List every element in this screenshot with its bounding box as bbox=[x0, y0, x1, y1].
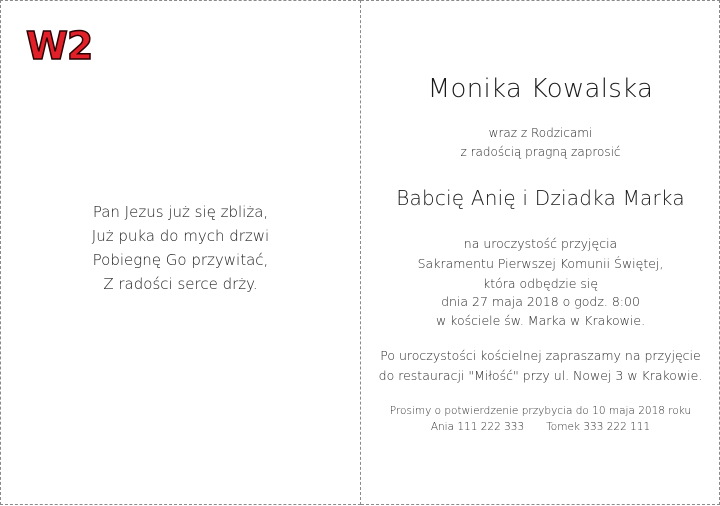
event-date: dnia 27 maja 2018 o godz. 8:00 bbox=[441, 294, 640, 309]
rsvp-contact-tomek: Tomek 333 222 111 bbox=[546, 421, 651, 433]
intro-line: wraz z Rodzicami bbox=[488, 126, 593, 140]
rsvp-contact-ania: Ania 111 222 333 bbox=[430, 421, 525, 433]
poem-line: Z radości serce drży. bbox=[103, 275, 258, 293]
intro-line: z radością pragną zaprosić bbox=[460, 145, 621, 159]
host-name: Monika Kowalska bbox=[427, 74, 654, 104]
rsvp-note: Prosimy o potwierdzenie przybycia do 10 maja 2018 roku bbox=[389, 405, 692, 417]
rsvp-contacts bbox=[361, 419, 720, 435]
poem-line: Już puka do mych drzwi bbox=[91, 227, 270, 245]
event-location: w kościele św. Marka w Krakowie. bbox=[435, 313, 646, 328]
poem-line: Pan Jezus już się zbliża, bbox=[92, 203, 269, 221]
reception-line: Po uroczystości kościelnej zapraszamy na przyjęcie bbox=[380, 348, 701, 363]
reception-line: do restauracji "Miłość" przy ul. Nowej 3 w Krakowie. bbox=[378, 368, 703, 383]
guest-names: Babcię Anię i Dziadka Marka bbox=[396, 186, 685, 210]
event-line: Sakramentu Pierwszej Komunii Świętej, bbox=[417, 256, 664, 271]
poem bbox=[0, 200, 361, 296]
event-line: na uroczystość przyjęcia bbox=[463, 236, 618, 251]
event-line: która odbędzie się bbox=[482, 276, 599, 291]
poem-line: Pobiegnę Go przywitać, bbox=[92, 251, 269, 269]
w2-logo: W2 bbox=[26, 24, 93, 68]
